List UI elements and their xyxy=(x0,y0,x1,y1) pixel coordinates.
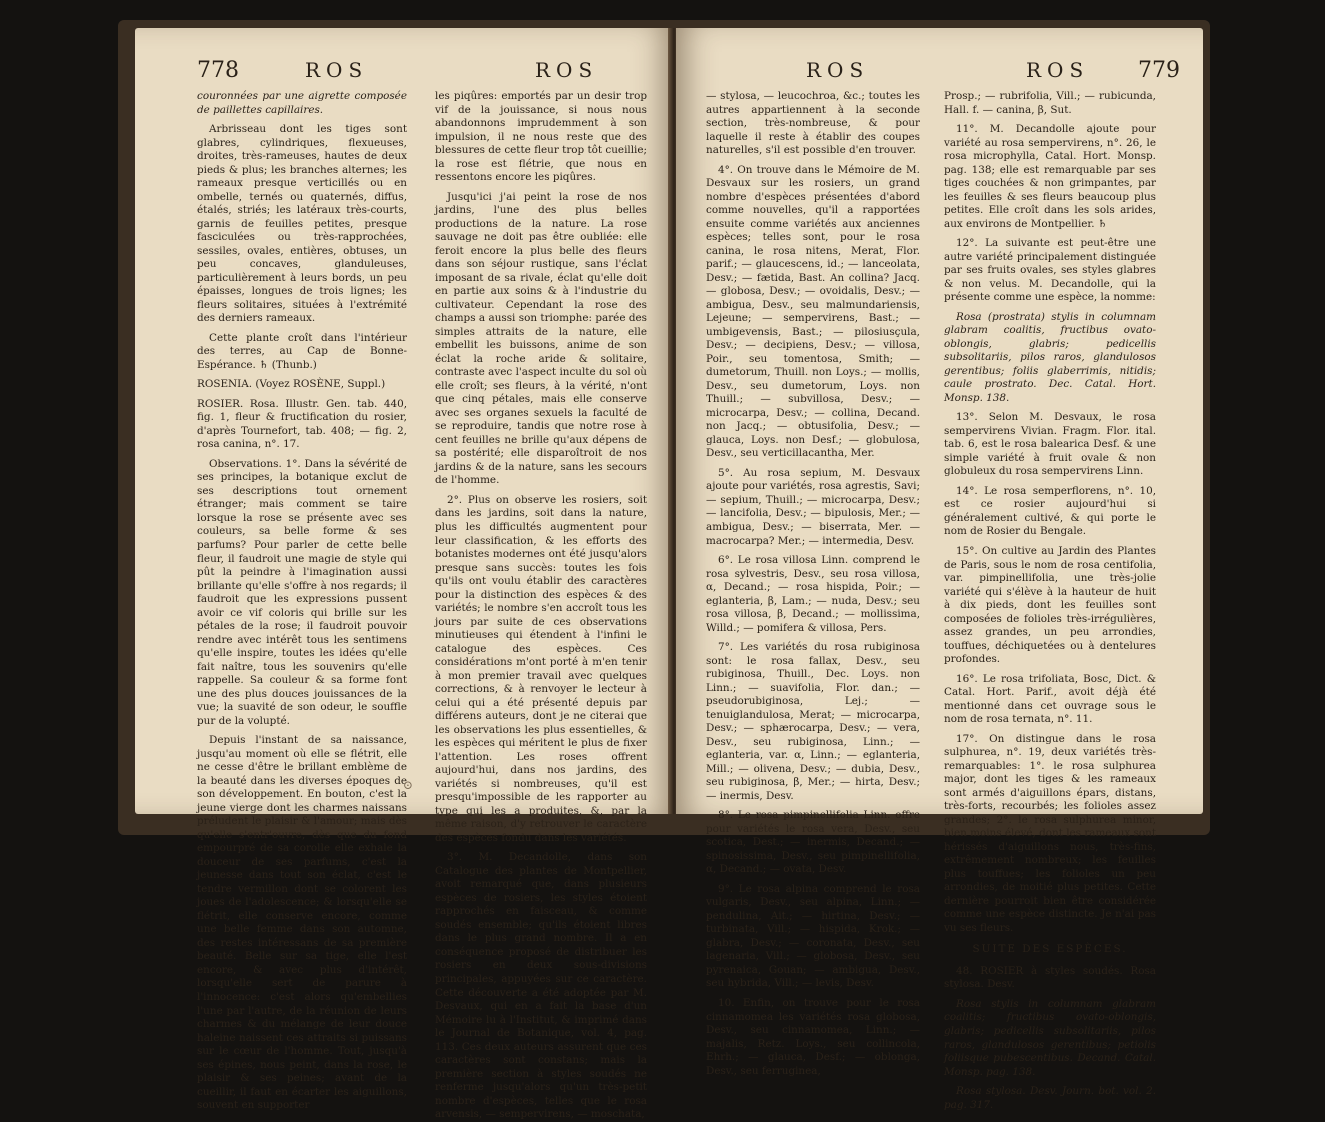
entry-heading: ROSIER. Rosa. Illustr. Gen. tab. 440, fig. 1, fleur & fructification du rosier, d'après Tournefort, tab. 408; — fig. 2, rosa canina, n°. 17. xyxy=(197,397,407,451)
page-number: 779 xyxy=(1138,58,1180,83)
text-column xyxy=(435,90,648,1121)
paragraph: 10. Enfin, on trouve pour le rosa cinnamomea les variétés rosa globosa, Desv., seu cinnamomea, Linn.; — majalis, Retz. Loys., seu collincola, Ehrh.; — glauca, Desf.; — oblonga, Desv., seu ferruginea, xyxy=(706,997,920,1077)
paragraph: 11°. M. Decandolle ajoute pour variété au rosa sempervirens, n°. 26, le rosa microphylla, Catal. Hort. Monsp. pag. 138; elle est remarquable par ses tiges couchées & non grimpantes, par les feuilles & ses fleurs beaucoup plus petites. Elle croît dans les sols arides, aux environs de Montpellier. ♄ xyxy=(944,123,1156,230)
citation: Rosa stylosa. Desv. Journ. bot. vol. 2. pag. 317. xyxy=(944,1085,1156,1111)
paragraph: 4°. On trouve dans le Mémoire de M. Desvaux sur les rosiers, un grand nombre d'espèces présentées d'abord comme nouvelles, qu'il a rapportées ensuite comme variétés aux anciennes espèces; telles sont, pour le rosa canina, le rosa nitens, Merat, Flor. parif.; — glaucescens, id.; — lanceolata, Desv.; — fætida, Bast. An collina? Jacq. — globosa, Desv.; — ovoidalis, Desv.; — ambigua, Desv., seu malmundariensis, Lejeune; — sempervirens, Bast.; — umbigevensis, Bast.; — pilosiusçula, Desv.; — decipiens, Desv.; — villosa, Poir., seu tomentosa, Smith; — dumetorum, Thuill. non Loys.; — mollis, Desv., seu dumetorum, Loys. non Thuill.; — subvillosa, Desv.; — microcarpa, Desv.; — collina, Decand. non Jacq.; — obtusifolia, Desv.; — glauca, Loys. non Desf.; — globulosa, Desv., seu verticillacantha, Mer. xyxy=(706,163,920,460)
diagnosis-latin: Rosa stylis in columnam glabram coalitis; fructibus ovato-oblongis, glabris; pedicellis subsolitariis, pilos raros, glandulosos gerentibus; petiolis foliisque pubescentibus. Decand. Catal. Monsp. pag. 138. xyxy=(944,997,1156,1078)
running-head: ROS xyxy=(535,58,599,82)
text-column xyxy=(944,90,1156,1111)
page-number: 778 xyxy=(197,58,239,83)
paragraph: les piqûres: emportés par un desir trop vif de la jouissance, si nous nous abandonnons imprudemment à son impulsion, il ne nous reste que des blessures de cette fleur trop tôt cueillie; la rose est flétrie, que nous en ressentons encore les piqûres. xyxy=(435,90,648,184)
text-column xyxy=(197,90,407,1112)
paragraph: Depuis l'instant de sa naissance, jusqu'au moment où elle se flétrit, elle ne cesse d'être le brillant emblème de la beauté dans les diverses époques de son développement. En bouton, c'est la jeune vierge dont les charmes naissans préludent le plaisir & l'amour; mais dès qu'elle s'entr'ouvre, dès que du fond empourpré de sa corolle elle exhale la douceur de ses parfums, c'est la jeunesse dans tout son éclat, c'est le tendre vermillon dont se colorent les joues de l'adolescence; & lorsqu'elle se flétrit, elle conserve encore, comme une belle femme dans son automne, des restes intéressans de sa première beauté. Belle sur sa tige, elle l'est encore, & avec plus d'intérêt, lorsqu'elle sert de parure à l'innocence: c'est alors qu'embellies l'une par l'autre, de la réunion de leurs charmes & du mélange de leur douce haleine naissent ces attraits si puissans sur le cœur de l'homme. Tout, jusqu'à ses épines, nous peint, dans la rose, le plaisir & ses peines; avant de la cueillir, il faut en écarter les aiguillons, souvent en supporter xyxy=(197,734,407,1112)
running-head: ROS xyxy=(1026,58,1090,82)
paragraph: 5°. Au rosa sepium, M. Desvaux ajoute pour variétés, rosa agrestis, Savi; — sepium, Thuill.; — microcarpa, Desv.; — lancifolia, Desv.; — bipulosis, Mer.; — ambigua, Desv.; — biserrata, Mer. — macrocarpa? Mer.; — intermedia, Desv. xyxy=(706,466,920,547)
diagnosis-latin: Rosa (prostrata) stylis in columnam glabram coalitis, fructibus ovato-oblongis, glabris; pedicellis subsolitariis, pilos raros, glandulosos gerentibus; foliis glaberrimis, nitidis; caule prostrato. Dec. Catal. Hort. Monsp. 138. xyxy=(944,310,1156,404)
paragraph: Observations. 1°. Dans la sévérité de ses principes, la botanique exclut de ses descriptions tout ornement étranger; mais comment se taire lorsque la rose se présente avec ses couleurs, sa belle forme & ses parfums? Pour parler de cette belle fleur, il faudroit une magie de style qui pût la peindre à l'imagination aussi brillante qu'elle s'offre à nos regards; il faudroit que les expressions pussent avoir ce vif coloris qui brille sur les pétales de la rose; il faudroit pouvoir rendre avec intérêt tous les sentimens qu'elle inspire, toutes les idées qu'elle fait naître, tous les souvenirs qu'elle rappelle. Sa couleur & sa forme font une des plus douces jouissances de la vue; la suavité de son odeur, le souffle pur de la volupté. xyxy=(197,457,407,727)
right-page xyxy=(676,28,1203,1111)
running-head: ROS xyxy=(806,58,870,82)
text-column xyxy=(706,90,920,1077)
paragraph: 13°. Selon M. Desvaux, le rosa sempervirens Vivian. Fragm. Flor. ital. tab. 6, est le rosa balearica Desf. & une simple variété à fruit ovale & non globuleux du rosa sempervirens Linn. xyxy=(944,411,1156,478)
paragraph: Arbrisseau dont les tiges sont glabres, cylindriques, flexueuses, droites, très-rameuses, hautes de deux pieds & plus; les branches alternes; les rameaux presque verticillés ou en ombelle, ternés ou quaternés, diffus, étalés, striés; les latéraux très-courts, garnis de feuilles petites, presque fasciculées ou très-rapprochées, sessiles, ovales, entières, obtuses, un peu concaves, glanduleuses, particulièrement à leurs bords, un peu épaisses, longues de trois lignes; les fleurs solitaires, situées à l'extrémité des derniers rameaux. xyxy=(197,123,407,325)
paragraph: 12°. La suivante est peut-être une autre variété principalement distinguée par ses fruits ovales, ses styles glabres & non velus. M. Decandolle, qui la présente comme une espèce, la nomme: xyxy=(944,237,1156,304)
left-page xyxy=(135,28,673,1121)
folio-mark: ⊙ xyxy=(403,778,414,792)
paragraph: Prosp.; — rubrifolia, Vill.; — rubicunda, Hall. f. — canina, β, Sut. xyxy=(944,90,1156,116)
paragraph: 2°. Plus on observe les rosiers, soit dans les jardins, soit dans la nature, plus les difficultés augmentent pour leur classification, & les efforts des botanistes modernes ont été jusqu'alors presque sans succès: toutes les fois qu'ils ont voulu établir des caractères pour la distinction des espèces & des variétés; le nombre s'en accroît tous les jours par suite de ces observations minutieuses qui étendent à l'infini le catalogue des espèces. Ces considérations m'ont porté à m'en tenir à mon premier travail avec quelques corrections, & à renvoyer le lecteur à celui qui a été présenté depuis par différens auteurs, dont je ne citerai que les observations les plus essentielles, & les espèces qui méritent le plus de fixer l'attention. Les roses offrent aujourd'hui, dans nos jardins, des variétés si nombreuses, qu'il est presqu'impossible de les rapporter au type qui les a produites, &, par la même raison, d'y retrouver le caractère des espèces fondu dans les variétés. xyxy=(435,493,647,844)
paragraph: 6°. Le rosa villosa Linn. comprend le rosa sylvestris, Desv., seu rosa villosa, α, Decand.; — rosa hispida, Poir.; — eglanteria, β, Lam.; — nuda, Desv.; seu rosa villosa, β, Decand.; — mollissima, Willd.; — pomifera & villosa, Pers. xyxy=(706,554,920,634)
paragraph: 3°. M. Decandolle, dans son Catalogue des plantes de Montpellier, avoit remarqué que, dans plusieurs espèces de rosiers, les styles étoient rapprochés en faisceau, & comme soudés ensemble; qu'ils étoient libres dans le plus grand nombre. Il a en conséquence proposé de distribuer les rosiers en deux sous-divisions principales, appuyées sur ce caractère. Cette découverte a été adoptée par M. Desvaux, qui en a fait la base d'un Mémoire lu à l'Institut, & imprimé dans le Journal de Botanique, vol. 4, pag. 113. Ces deux auteurs assurent que ces caractères sont constans; mais la première section à styles soudés ne renferme jusqu'alors qu'un très-petit nombre d'espèces, telles que le rosa arvensis, — sempervirens, — moschata, xyxy=(435,851,647,1121)
paragraph: 8°. Le rosa pimpinellifolia Linn. offre pour variétés le rosa vera, Desv., seu scotica, Dest.; — inermis, Decand.; — spinosissima, Desv., seu pimpinellifolia, α, Decand.; — ovata, Desv. xyxy=(706,809,920,876)
paragraph: Cette plante croît dans l'intérieur des terres, au Cap de Bonne-Espérance. ♄ (Thunb.) xyxy=(197,331,407,371)
paragraph: 15°. On cultive au Jardin des Plantes de Paris, sous le nom de rosa centifolia, var. pimpinellifolia, une très-jolie variété qui s'élève à la hauteur de huit à dix pieds, dont les feuilles sont composées de folioles très-irrégulières, assez grandes, un peu arrondies, touffues, déchiquetées ou à dentelures profondes. xyxy=(944,544,1156,666)
paragraph: Jusqu'ici j'ai peint la rose de nos jardins, l'une des plus belles productions de la nature. La rose sauvage ne doit pas être oubliée: elle feroit encore la plus belle des fleurs dans son séjour rustique, sans l'éclat imposant de sa rivale, éclat qu'elle doit en partie aux soins & à l'industrie du cultivateur. Cependant la rose des champs a aussi son triomphe: parée des simples attraits de la nature, elle embellit les buissons, anime de son éclat la roche aride & solitaire, contraste avec l'aspect inculte du sol où elle croît; ses fleurs, à la vérité, n'ont que cinq pétales, mais elle conserve avec ses organes sexuels la faculté de se reproduire, tandis que notre rose à cent feuilles ne brille qu'aux dépens de sa postérité; elle disparoîtroit de nos jardins & de la nature, sans les secours de l'homme. xyxy=(435,190,647,487)
paragraph: 14°. Le rosa semperflorens, n°. 10, est ce rosier aujourd'hui si généralement cultivé, & qui porte le nom de Rosier du Bengale. xyxy=(944,484,1156,538)
paragraph: 16°. Le rosa trifoliata, Bosc, Dict. & Catal. Hort. Parif., avoit déjà été mentionné dans cet ouvrage sous le nom de rosa ternata, n°. 11. xyxy=(944,672,1156,726)
paragraph: 17°. On distingue dans le rosa sulphurea, n°. 19, deux variétés très-remarquables: 1°. le rosa sulphurea major, dont les tiges & les rameaux sont armés d'aiguillons épars, distans, très-forts, recourbés; les folioles assez grandes; 2°. le rosa sulphurea minor, bien moins élevé, dont les rameaux sont hérissés d'aiguillons nous, très-fins, extrêmement nombreux; les feuilles plus touffues; les folioles un peu arrondies, de moitié plus petites. Cette dernière pourroit bien être considérée comme une espèce distincte. Je n'ai pas vu ses fleurs. xyxy=(944,732,1156,934)
paragraph: 9°. Le rosa alpina comprend le rosa vulgaris, Desv., seu alpina, Linn.; — pendulina, Ait.; — hirtina, Desv.; — turbinata, Vill.; — hispida, Krok.; — glabra, Desv.; — coronata, Desv., seu lagenaria, Vill.; — globosa, Desv., seu pyrenaica, Gouan; — ambigua, Desv., seu hybrida, Vill.; — levis, Desv. xyxy=(706,882,920,990)
paragraph: — stylosa, — leucochroa, &c.; toutes les autres appartiennent à la seconde section, très-nombreuse, & pour laquelle il reste à établir des coupes naturelles, s'il est possible d'en trouver. xyxy=(706,90,920,157)
paragraph: 7°. Les variétés du rosa rubiginosa sont: le rosa fallax, Desv., seu rubiginosa, Thuill., Dec. Loys. non Linn.; — suavifolia, Flor. dan.; — pseudorubiginosa, Lej.; — tenuiglandulosa, Merat; — microcarpa, Desv.; — sphærocarpa, Desv.; — vera, Desv., seu rubiginosa, Linn.; — eglanteria, var. α, Linn.; — eglanteria, Mill.; — olivena, Desv.; — dubia, Desv., seu rubiginosa, β, Mer.; — hirta, Desv.; — inermis, Desv. xyxy=(706,641,920,802)
running-head: ROS xyxy=(305,58,369,82)
species-entry: 48. ROSIER à styles soudés. Rosa stylosa. Desv. xyxy=(944,964,1156,991)
section-heading: SUITE DES ESPÈCES. xyxy=(972,943,1128,956)
entry-heading: ROSENIA. (Voyez ROSÈNE, Suppl.) xyxy=(197,378,386,391)
paragraph: couronnées par une aigrette composée de paillettes capillaires. xyxy=(197,90,407,116)
